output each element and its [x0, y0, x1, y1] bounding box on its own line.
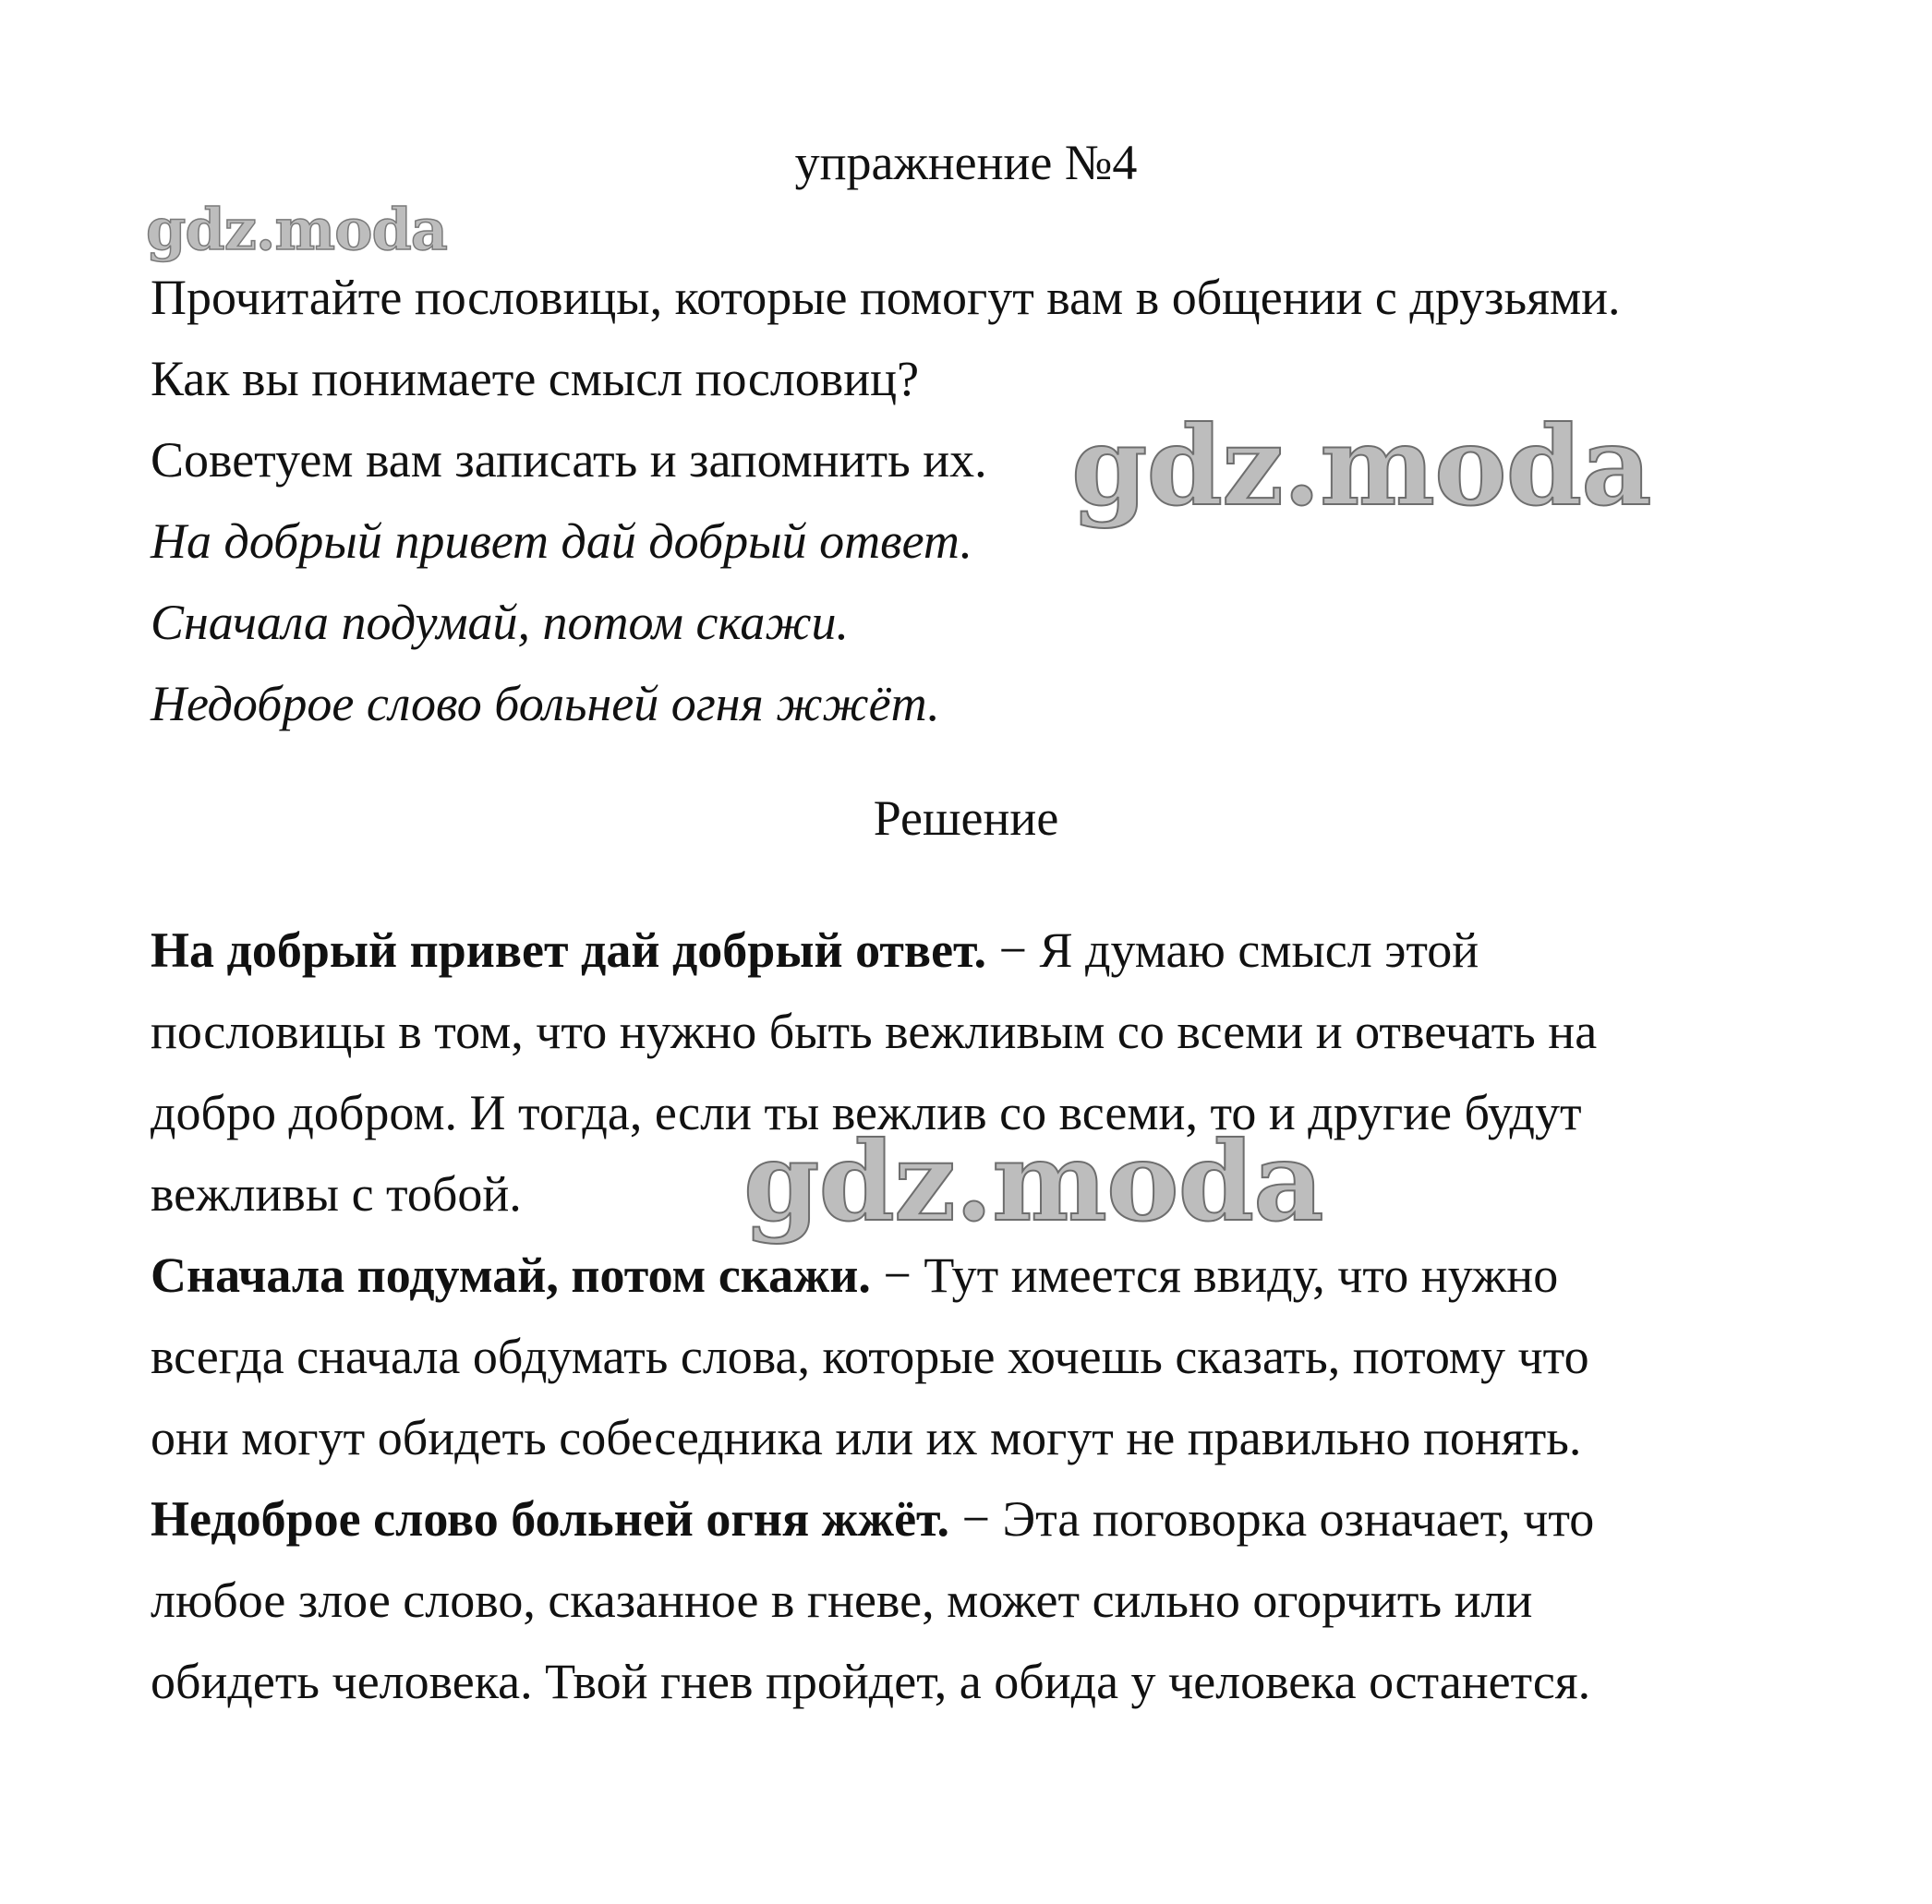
watermark-logo-top: gdz.moda	[146, 196, 447, 263]
task-proverb: Сначала подумай, потом скажи.	[151, 595, 850, 650]
answer-text: − Эта поговорка означает, что	[949, 1491, 1595, 1547]
answer-proverb: Сначала подумай, потом скажи.	[151, 1247, 871, 1303]
task-line: Прочитайте пословицы, которые помогут вам в общении с друзьями.	[151, 270, 1621, 325]
answer-paragraph	[151, 1235, 1813, 1478]
watermark-logo-middle: gdz.moda	[1071, 402, 1651, 530]
answer-line	[151, 1235, 1813, 1316]
task-proverb: На добрый привет дай добрый ответ.	[151, 513, 973, 569]
solution-heading: Решение	[873, 790, 1059, 846]
answer-line: всегда сначала обдумать слова, которые хочешь сказать, потому что	[151, 1329, 1589, 1384]
task-proverb: Недоброе слово больней огня жжёт.	[151, 676, 940, 731]
answer-line	[151, 910, 1813, 991]
answer-text: − Тут имеется ввиду, что нужно	[870, 1247, 1559, 1303]
task-line: Советуем вам записать и запомнить их.	[151, 432, 987, 488]
answer-line: они могут обидеть собеседника или их могут не правильно понять.	[151, 1410, 1582, 1465]
answer-proverb: На добрый привет дай добрый ответ.	[151, 922, 987, 978]
task-line: Как вы понимаете смысл пословиц?	[151, 351, 920, 406]
answer-line: пословицы в том, что нужно быть вежливым со всеми и отвечать на	[151, 1004, 1598, 1059]
answer-paragraph	[151, 1478, 1813, 1722]
answer-line: добро добром. И тогда, если ты вежлив со всеми, то и другие будут	[151, 1085, 1582, 1140]
answer-line: вежливы с тобой.	[151, 1166, 522, 1222]
watermark-logo-bottom: gdz.moda	[743, 1117, 1323, 1246]
answer-text: − Я думаю смысл этой	[986, 922, 1479, 978]
answer-proverb: Недоброе слово больней огня жжёт.	[151, 1491, 950, 1547]
solution-answers	[151, 910, 1813, 1722]
answer-line	[151, 1478, 1813, 1560]
answer-line: любое злое слово, сказанное в гневе, может сильно огорчить или	[151, 1573, 1533, 1628]
exercise-title: упражнение №4	[794, 135, 1138, 190]
answer-line: обидеть человека. Твой гнев пройдет, а обида у человека останется.	[151, 1654, 1591, 1709]
